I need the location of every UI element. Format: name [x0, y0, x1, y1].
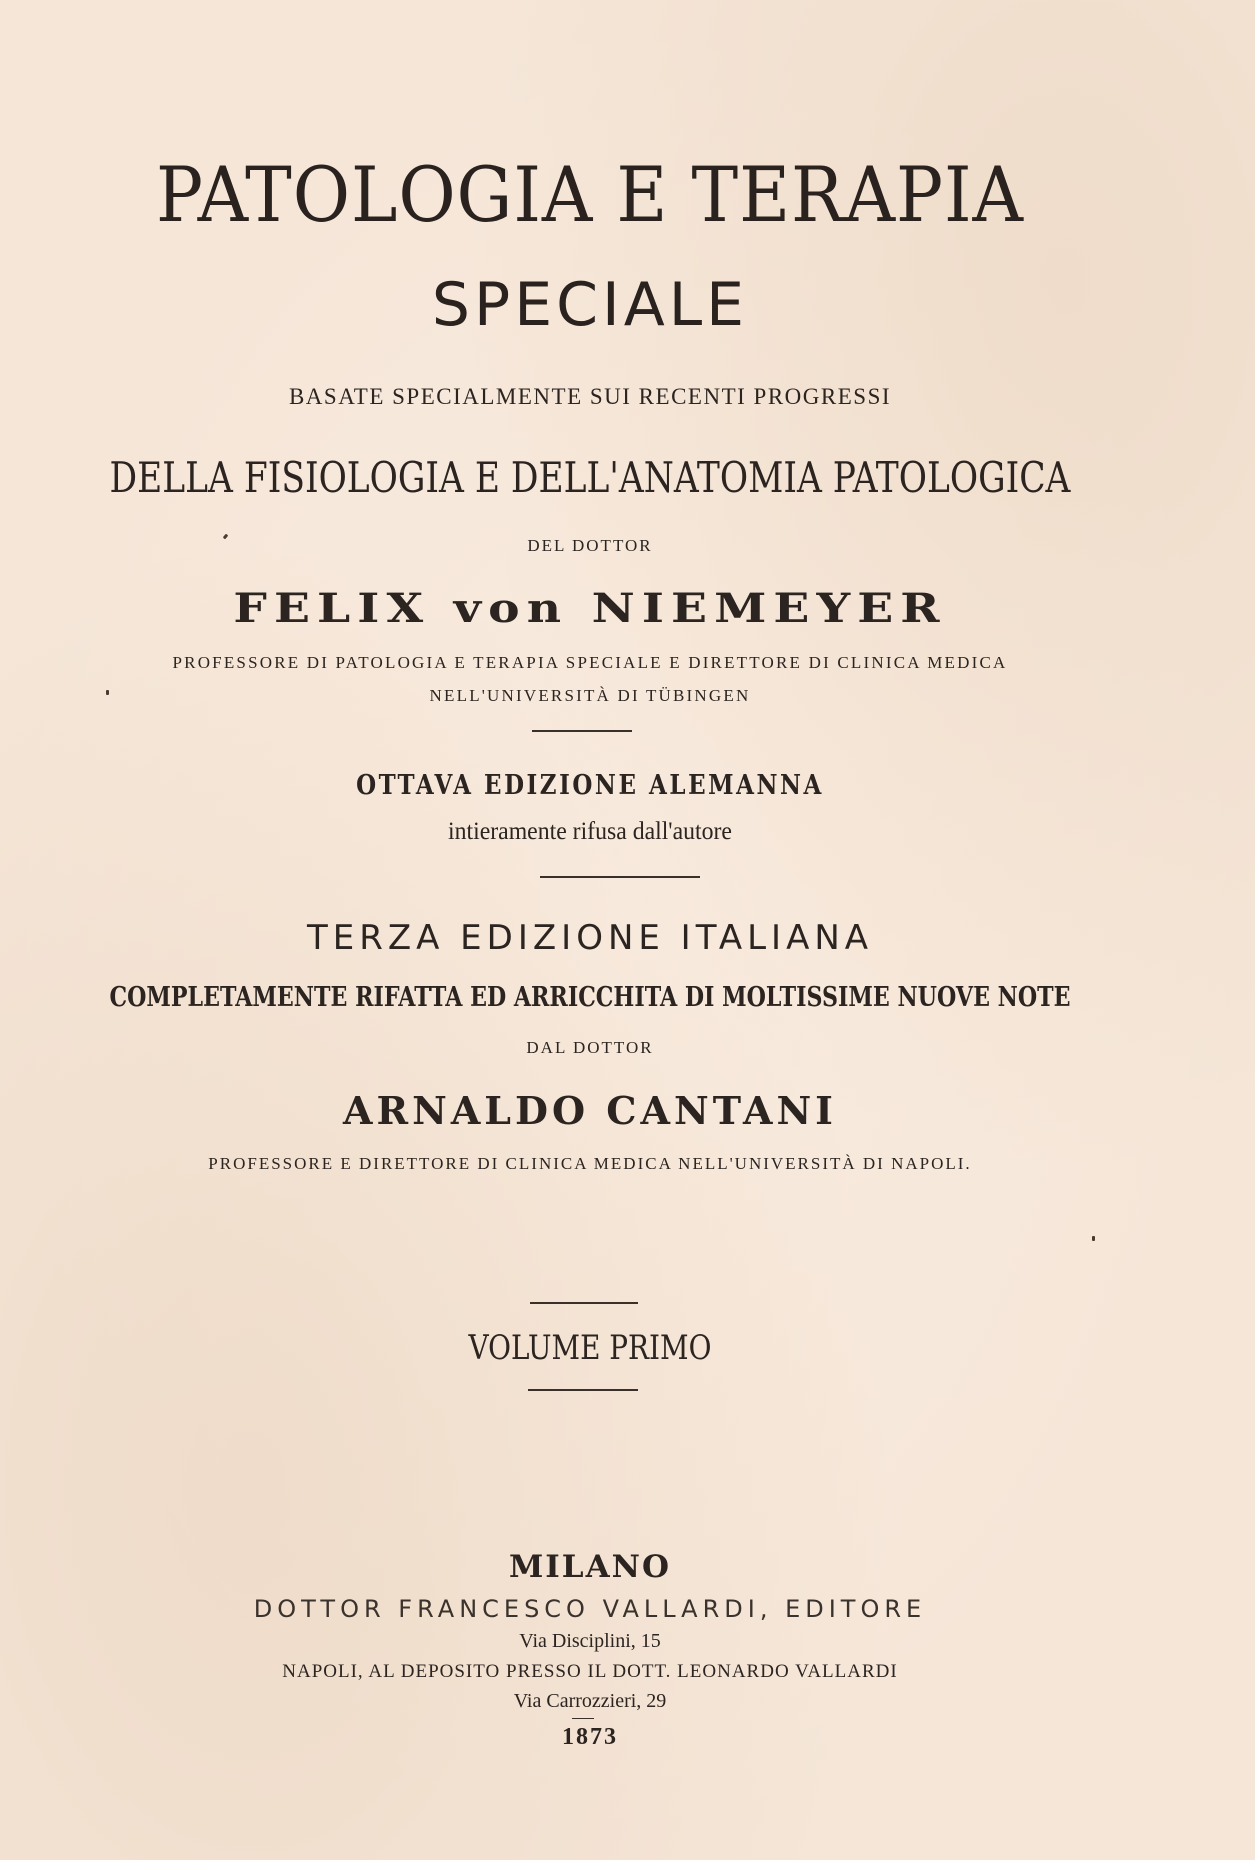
imprint-depot: NAPOLI, AL DEPOSITO PRESSO IL DOTT. LEONARDO VALLARDI	[282, 1661, 898, 1682]
ink-speck	[1092, 1236, 1095, 1241]
volume-label: VOLUME PRIMO	[468, 1328, 712, 1368]
divider-rule	[540, 876, 700, 878]
divider-rule	[532, 730, 632, 732]
divider-rule	[572, 1718, 594, 1719]
editor-name: ARNALDO CANTANI	[343, 1088, 837, 1133]
author-name: FELIX von NIEMEYER	[233, 585, 947, 632]
del-dottor-label: DEL DOTTOR	[527, 536, 653, 555]
imprint-year: 1873	[562, 1724, 618, 1750]
german-edition-note: intieramente rifusa dall'autore	[448, 818, 732, 845]
dal-dottor-label: DAL DOTTOR	[526, 1038, 654, 1057]
imprint-city: MILANO	[508, 1549, 671, 1585]
author-affiliation-line-2: NELL'UNIVERSITÀ DI TÜBINGEN	[429, 686, 751, 705]
imprint-depot-address: Via Carrozzieri, 29	[513, 1690, 667, 1712]
ink-speck	[106, 690, 109, 695]
imprint-publisher-address: Via Disciplini, 15	[519, 1630, 661, 1652]
subtitle-line-1: BASATE SPECIALMENTE SUI RECENTI PROGRESSI	[288, 384, 892, 409]
divider-rule	[530, 1302, 638, 1304]
italian-edition-note: COMPLETAMENTE RIFATTA ED ARRICCHITA DI MOLTISSIME NUOVE NOTE	[109, 982, 1071, 1013]
editor-affiliation: PROFESSORE E DIRETTORE DI CLINICA MEDICA NELL'UNIVERSITÀ DI NAPOLI.	[208, 1154, 972, 1173]
subtitle-line-2: DELLA FISIOLOGIA E DELL'ANATOMIA PATOLOGICA	[109, 453, 1071, 502]
author-affiliation-line-1: PROFESSORE DI PATOLOGIA E TERAPIA SPECIALE E DIRETTORE DI CLINICA MEDICA	[172, 653, 1008, 672]
german-edition: OTTAVA EDIZIONE ALEMANNA	[356, 770, 824, 801]
imprint-publisher: DOTTOR FRANCESCO VALLARDI, EDITORE	[253, 1595, 927, 1623]
book-title: PATOLOGIA E TERAPIA	[156, 150, 1024, 239]
divider-rule	[528, 1389, 638, 1391]
book-subtitle: SPECIALE	[431, 270, 749, 340]
italian-edition: TERZA EDIZIONE ITALIANA	[306, 918, 874, 958]
